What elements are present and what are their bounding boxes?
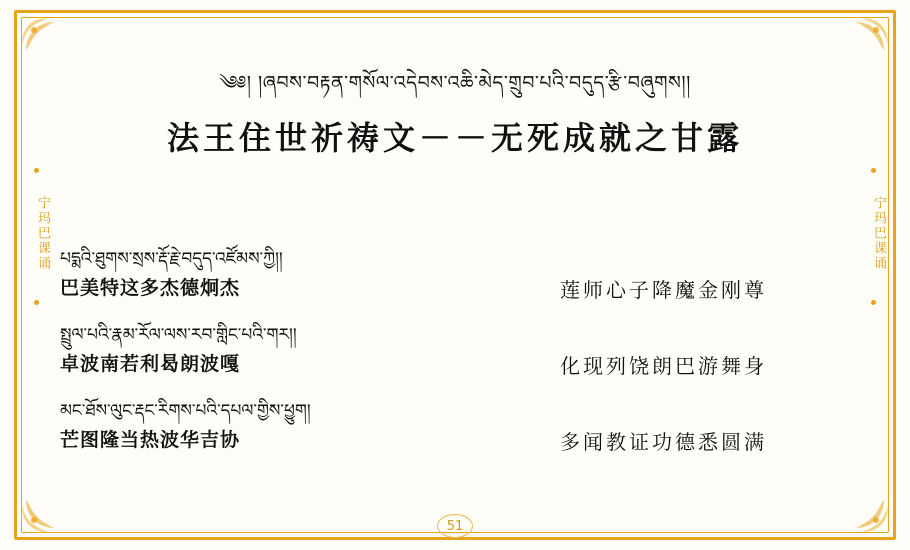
verse-left-column (60, 324, 480, 376)
side-label-right: 宁玛巴课诵 (871, 195, 886, 271)
verse-left-column (60, 400, 480, 452)
side-dot (34, 168, 39, 173)
tibetan-header: ༄༅། །ཞབས་བརྟན་གསོལ་འདེབས་འཆི་མེད་གྲུབ་པའི་བདུད་རྩི་བཞུགས།། (219, 72, 691, 94)
verse-tibetan: སྤྲུལ་པའི་རྣམ་རོལ་ལས་རབ་གླིང་པའི་གར།། (60, 325, 297, 345)
verse-chinese: 化现列饶朗巴游舞身 (560, 354, 767, 378)
verse-row (60, 248, 860, 324)
document-content (40, 34, 870, 516)
verse-transliteration: 卓波南若利曷朗波嘎 (60, 353, 241, 376)
verse-chinese: 多闻教证功德悉圆满 (560, 430, 767, 454)
side-dot (871, 168, 876, 173)
verse-transliteration: 芒图隆当热波华吉协 (60, 429, 241, 452)
side-label-left: 宁玛巴课诵 (35, 195, 50, 271)
verse-tibetan: པདྨའི་ཐུགས་སྲས་རྡོ་རྗེ་བདུད་འཛོམས་ཀྱི།། (60, 249, 283, 269)
verse-chinese: 莲师心子降魔金刚尊 (560, 278, 767, 302)
page-title: 法王住世祈祷文－－无死成就之甘露 (166, 118, 743, 157)
verse-tibetan: མང་ཐོས་ལུང་རྡང་རིགས་པའི་དཔལ་གྱིས་ཕྱུག། (60, 401, 311, 421)
side-dot (871, 300, 876, 305)
verse-transliteration: 巴美特这多杰德炯杰 (60, 277, 241, 300)
verse-list (60, 248, 860, 476)
verse-left-column (60, 248, 480, 300)
page-number: 51 (437, 514, 473, 538)
verse-row (60, 324, 860, 400)
verse-row (60, 400, 860, 476)
side-dot (34, 300, 39, 305)
